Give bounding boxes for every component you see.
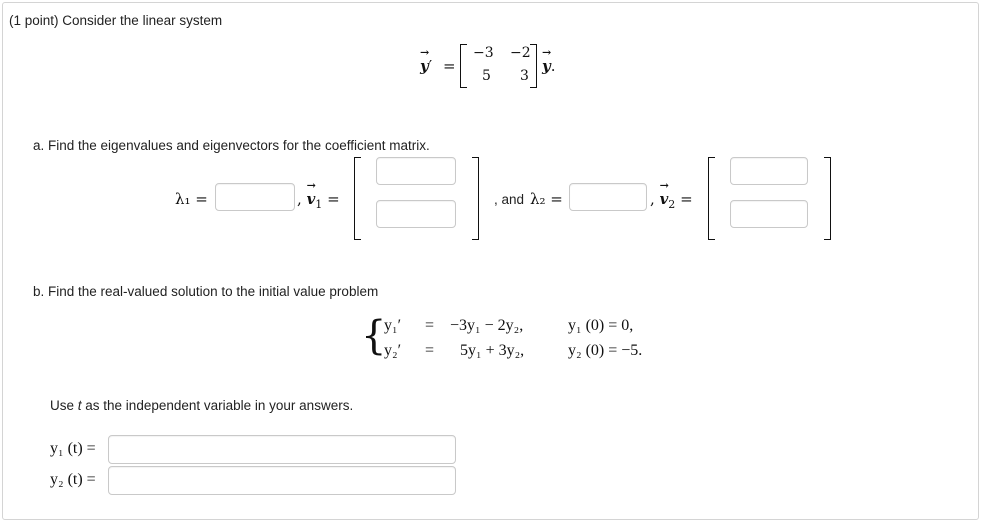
matrix-a12: −2 [510,45,531,61]
system-brace: { [361,313,387,359]
lambda2-input[interactable] [569,183,647,211]
matrix-right-bracket [530,44,537,88]
prime-symbol: ′ [428,57,433,75]
system-lhs [420,57,432,75]
system-rhs: → y. [542,57,556,75]
lambda2-label: λ₂ = [530,190,563,208]
independent-variable-note: Use t as the independent variable in your answers. [50,398,354,413]
matrix-a21: 5 [482,68,491,84]
y2-label: y₂ (t) = [50,471,96,488]
v2-bottom-input[interactable] [730,200,808,228]
system-equals: = [443,57,456,75]
problem-header: (1 point) Consider the linear system [9,13,223,28]
y-vector-symbol-rhs: → y [542,57,551,75]
v1-left-bracket [354,157,361,240]
y2-solution-input[interactable] [108,466,456,495]
eq1-initial-condition: y₁ (0) = 0, [568,317,634,334]
eq2-initial-condition: y₂ (0) = −5. [568,342,643,359]
eq2-equals: = [425,342,435,359]
lambda1-input[interactable] [215,183,295,211]
lambda1-label: λ₁ = [175,190,208,208]
v2-label: , → $v_2$ = [650,190,693,211]
eq1-rhs: −3y₁ − 2y₂, [450,317,524,334]
part-a-prompt: a. Find the eigenvalues and eigenvectors for the coefficient matrix. [33,138,430,153]
matrix-left-bracket [460,44,467,88]
v1-label: , → $v_1$ = [297,190,340,211]
matrix-a22: 3 [520,68,529,84]
v1-right-bracket [472,157,479,240]
v2-top-input[interactable] [730,157,808,185]
y-vector-symbol: → y [420,57,429,75]
y1-label: y₁ (t) = [50,440,96,457]
eq2-rhs: 5y₁ + 3y₂, [460,342,525,359]
v1-bottom-input[interactable] [376,200,456,228]
y1-solution-input[interactable] [108,435,456,464]
v2-left-bracket [708,157,715,240]
eq1-equals: = [425,317,435,334]
eq1-lhs: y₁′ [384,317,402,334]
v1-top-input[interactable] [376,157,456,185]
v2-right-bracket [824,157,831,240]
part-b-prompt: b. Find the real-valued solution to the initial value problem [33,284,379,299]
and-text: , and [494,192,525,207]
matrix-a11: −3 [473,45,494,61]
eq2-lhs: y₂′ [384,342,402,359]
